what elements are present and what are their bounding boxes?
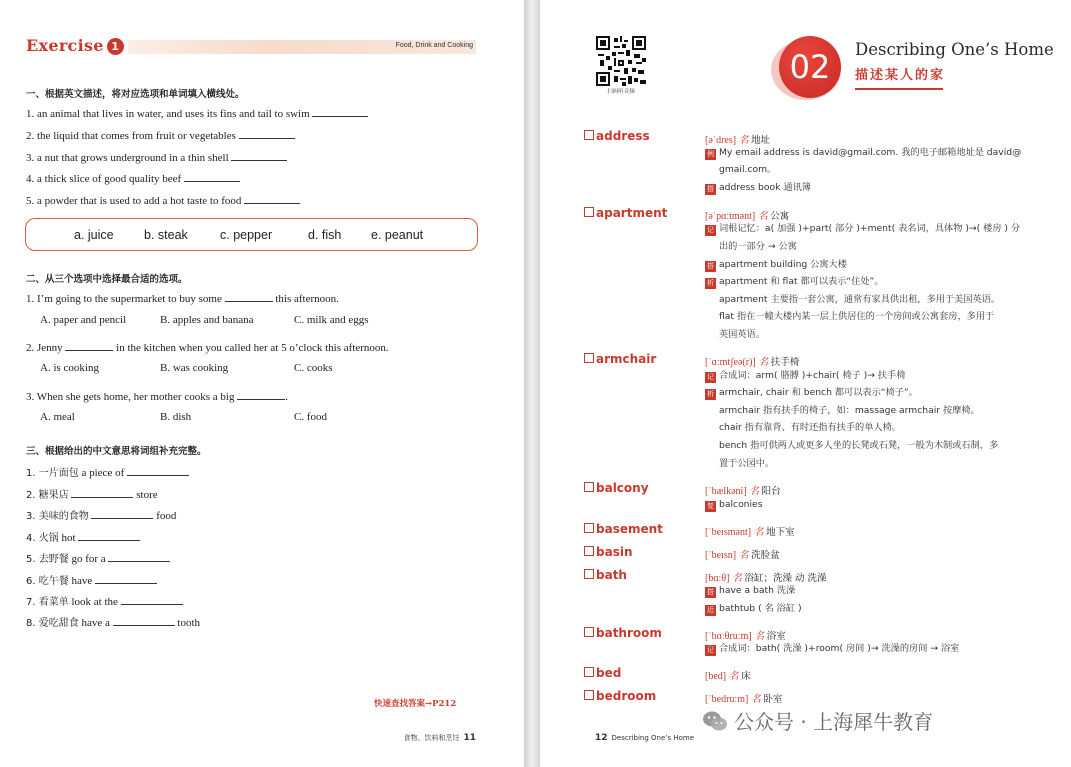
right-page	[540, 0, 1071, 767]
checkbox-icon[interactable]	[584, 482, 594, 492]
s3-item-5: 5. 去野餐 go for a	[26, 550, 170, 565]
section3-heading: 三、根据给出的中文意思将词组补充完整。	[26, 446, 207, 457]
note-apartment-4: 析 apartment 和 flat 都可以表示“住处”。	[707, 276, 884, 287]
s2-q2-choice-b[interactable]: B. was cooking	[160, 362, 229, 374]
wechat-icon	[702, 710, 728, 732]
blank-line[interactable]	[225, 292, 273, 302]
note-armchair-2: 析 armchair, chair 和 bench 都可以表示“椅子”。	[707, 387, 918, 398]
s1-item-3: 3. a nut that grows underground in a thin shell	[26, 151, 287, 164]
entry-address[interactable]: address	[584, 129, 650, 143]
left-footer: 食物、饮料和烹饪 11	[403, 733, 476, 743]
section2-heading: 二、从三个选项中选择最合适的选项。	[26, 274, 188, 285]
note-balcony-1: 复 balconies	[707, 499, 763, 510]
s2-question-1: 1. I’m going to the supermarket to buy some this afternoon.	[26, 293, 339, 305]
left-page	[0, 0, 524, 767]
s2-question-2: 2. Jenny in the kitchen when you called her at 5 o’clock this afternoon.	[26, 342, 389, 354]
pron-bath: [bɑːθ] 名 浴缸；洗澡 动 洗澡	[705, 573, 827, 584]
entry-balcony[interactable]: balcony	[584, 481, 649, 495]
option-d: d. fish	[308, 228, 342, 242]
s3-item-1: 1. 一片面包 a piece of	[26, 464, 189, 479]
s3-item-7: 7. 看菜单 look at the	[26, 593, 183, 608]
checkbox-icon[interactable]	[584, 569, 594, 579]
note-address-2: gmail.com。	[719, 164, 777, 175]
s2-q2-choice-c[interactable]: C. cooks	[294, 362, 333, 374]
options-box	[25, 218, 478, 251]
entry-bath[interactable]: bath	[584, 568, 627, 582]
book-gutter	[524, 0, 540, 767]
pron-apartment: [əˈpɑːtmənt] 名 公寓	[705, 211, 790, 222]
s3-item-6: 6. 吃午餐 have	[26, 572, 157, 587]
blank-line[interactable]	[78, 531, 140, 541]
s2-question-3: 3. When she gets home, her mother cooks a big .	[26, 391, 288, 403]
pron-bedroom: [ˈbedruːm] 名 卧室	[705, 694, 783, 705]
entry-bed[interactable]: bed	[584, 666, 621, 680]
blank-line[interactable]	[121, 595, 183, 605]
watermark: 公众号 · 上海犀牛教育	[734, 710, 934, 734]
unit-title: Describing One’s Home	[855, 40, 1054, 59]
s2-q3-choice-b[interactable]: B. dish	[160, 411, 192, 423]
checkbox-icon[interactable]	[584, 207, 594, 217]
note-bath-2: 近 bathtub ( 名 浴缸 )	[707, 603, 802, 614]
band-text: Food, Drink and Cooking	[395, 42, 473, 49]
s2-q1-choice-c[interactable]: C. milk and eggs	[294, 314, 369, 326]
note-apartment-7: 英国英语。	[719, 329, 765, 340]
checkbox-icon[interactable]	[584, 690, 594, 700]
exercise-number-badge: 1	[107, 38, 124, 55]
note-armchair-5: bench 指可供两人或更多人坐的长凳或石凳，一般为木制或石制，多	[719, 440, 999, 451]
exercise-header-band	[128, 40, 476, 54]
note-apartment-2: 出的一部分 → 公寓	[719, 241, 797, 252]
blank-line[interactable]	[244, 194, 300, 204]
note-armchair-4: chair 指有靠背、有时还指有扶手的单人椅。	[719, 422, 901, 433]
note-address-1: 例 My email address is david@gmail.com. 我的电子邮箱地址是 david@	[707, 147, 1022, 158]
blank-line[interactable]	[239, 129, 295, 139]
pron-basement: [ˈbeɪsmənt] 名 地下室	[705, 527, 795, 538]
note-address-3: 搭 address book 通讯簿	[707, 182, 811, 193]
blank-line[interactable]	[95, 574, 157, 584]
note-bathroom-1: 记 合成词：bath( 洗澡 )+room( 房间 )→ 洗澡的房间 → 浴室	[707, 643, 960, 654]
blank-line[interactable]	[91, 509, 153, 519]
checkbox-icon[interactable]	[584, 523, 594, 533]
unit-number-badge: 02	[779, 36, 841, 98]
pron-bathroom: [ˈbɑːθruːm] 名 浴室	[705, 631, 786, 642]
s2-q1-choice-b[interactable]: B. apples and banana	[160, 314, 254, 326]
note-apartment-5: apartment 主要指一套公寓，通常有家具供出租，多用于美国英语。	[719, 294, 1001, 305]
pron-armchair: [ˈɑːmtʃeə(r)] 名 扶手椅	[705, 357, 800, 368]
s2-q3-choice-c[interactable]: C. food	[294, 411, 327, 423]
option-e: e. peanut	[371, 228, 424, 242]
s3-item-3: 3. 美味的食物 food	[26, 510, 177, 522]
note-armchair-6: 置于公园中。	[719, 458, 775, 469]
pron-bed: [bed] 名 床	[705, 671, 751, 682]
s1-item-1: 1. an animal that lives in water, and uses its fins and tail to swim	[26, 107, 368, 120]
checkbox-icon[interactable]	[584, 667, 594, 677]
option-a: a. juice	[74, 228, 114, 242]
note-armchair-3: armchair 指有扶手的椅子，如：massage armchair 按摩椅。	[719, 405, 980, 416]
s1-item-4: 4. a thick slice of good quality beef	[26, 172, 240, 185]
blank-line[interactable]	[184, 172, 240, 182]
qr-caption: 扫码听音频	[607, 89, 635, 95]
s1-item-5: 5. a powder that is used to add a hot taste to food	[26, 194, 300, 207]
s3-item-8: 8. 爱吃甜食 have a tooth	[26, 617, 201, 629]
s2-q2-choice-a[interactable]: A. is cooking	[40, 362, 99, 374]
option-b: b. steak	[144, 228, 188, 242]
option-c: c. pepper	[220, 228, 273, 242]
blank-line[interactable]	[237, 390, 285, 400]
note-bath-1: 搭 have a bath 洗澡	[707, 585, 796, 596]
entry-bathroom[interactable]: bathroom	[584, 626, 662, 640]
left-page-number: 11	[463, 733, 476, 743]
checkbox-icon[interactable]	[584, 130, 594, 140]
blank-line[interactable]	[108, 552, 170, 562]
note-apartment-6: flat 指在一幢大楼内某一层上供居住的一个房间或公寓套房，多用于	[719, 311, 995, 322]
s2-q1-choice-a[interactable]: A. paper and pencil	[40, 314, 127, 326]
pron-basin: [ˈbeɪsn] 名 洗脸盆	[705, 550, 780, 561]
blank-line[interactable]	[65, 341, 113, 351]
note-armchair-1: 记 合成词：arm( 胳膊 )+chair( 椅子 )→ 扶手椅	[707, 370, 906, 381]
checkbox-icon[interactable]	[584, 627, 594, 637]
blank-line[interactable]	[127, 466, 189, 476]
unit-subtitle: 描述某人的家	[855, 68, 946, 83]
checkbox-icon[interactable]	[584, 546, 594, 556]
qr-code-icon[interactable]	[596, 36, 646, 86]
entry-bedroom[interactable]: bedroom	[584, 689, 656, 703]
blank-line[interactable]	[312, 107, 368, 117]
blank-line[interactable]	[113, 616, 175, 626]
note-apartment-1: 记 词根记忆：a( 加强 )+part( 部分 )+ment( 表名词，具体物 )→( 楼房 ) 分	[707, 223, 1021, 234]
right-footer: 12 Describing One’s Home	[595, 733, 695, 743]
subtitle-underline	[855, 88, 943, 90]
entry-basement[interactable]: basement	[584, 522, 663, 536]
section1-heading: 一、根据英文描述，将对应选项和单词填入横线处。	[26, 89, 245, 100]
s3-item-2: 2. 糖果店 store	[26, 489, 158, 501]
pron-balcony: [ˈbælkəni] 名 阳台	[705, 486, 781, 497]
blank-line[interactable]	[71, 488, 133, 498]
entry-basin[interactable]: basin	[584, 545, 633, 559]
entry-apartment[interactable]: apartment	[584, 206, 667, 220]
note-apartment-3: 搭 apartment building 公寓大楼	[707, 259, 847, 270]
entry-armchair[interactable]: armchair	[584, 352, 656, 366]
blank-line[interactable]	[231, 151, 287, 161]
checkbox-icon[interactable]	[584, 353, 594, 363]
s3-item-4: 4. 火锅 hot	[26, 529, 140, 544]
pron-address: [əˈdres] 名 地址	[705, 135, 771, 146]
exercise-title: Exercise 1	[26, 36, 124, 55]
s2-q3-choice-a[interactable]: A. meal	[40, 411, 75, 423]
answer-hint[interactable]: 快速查找答案→P212	[374, 699, 457, 709]
s1-item-2: 2. the liquid that comes from fruit or vegetables	[26, 129, 295, 142]
right-page-number: 12	[595, 733, 608, 743]
